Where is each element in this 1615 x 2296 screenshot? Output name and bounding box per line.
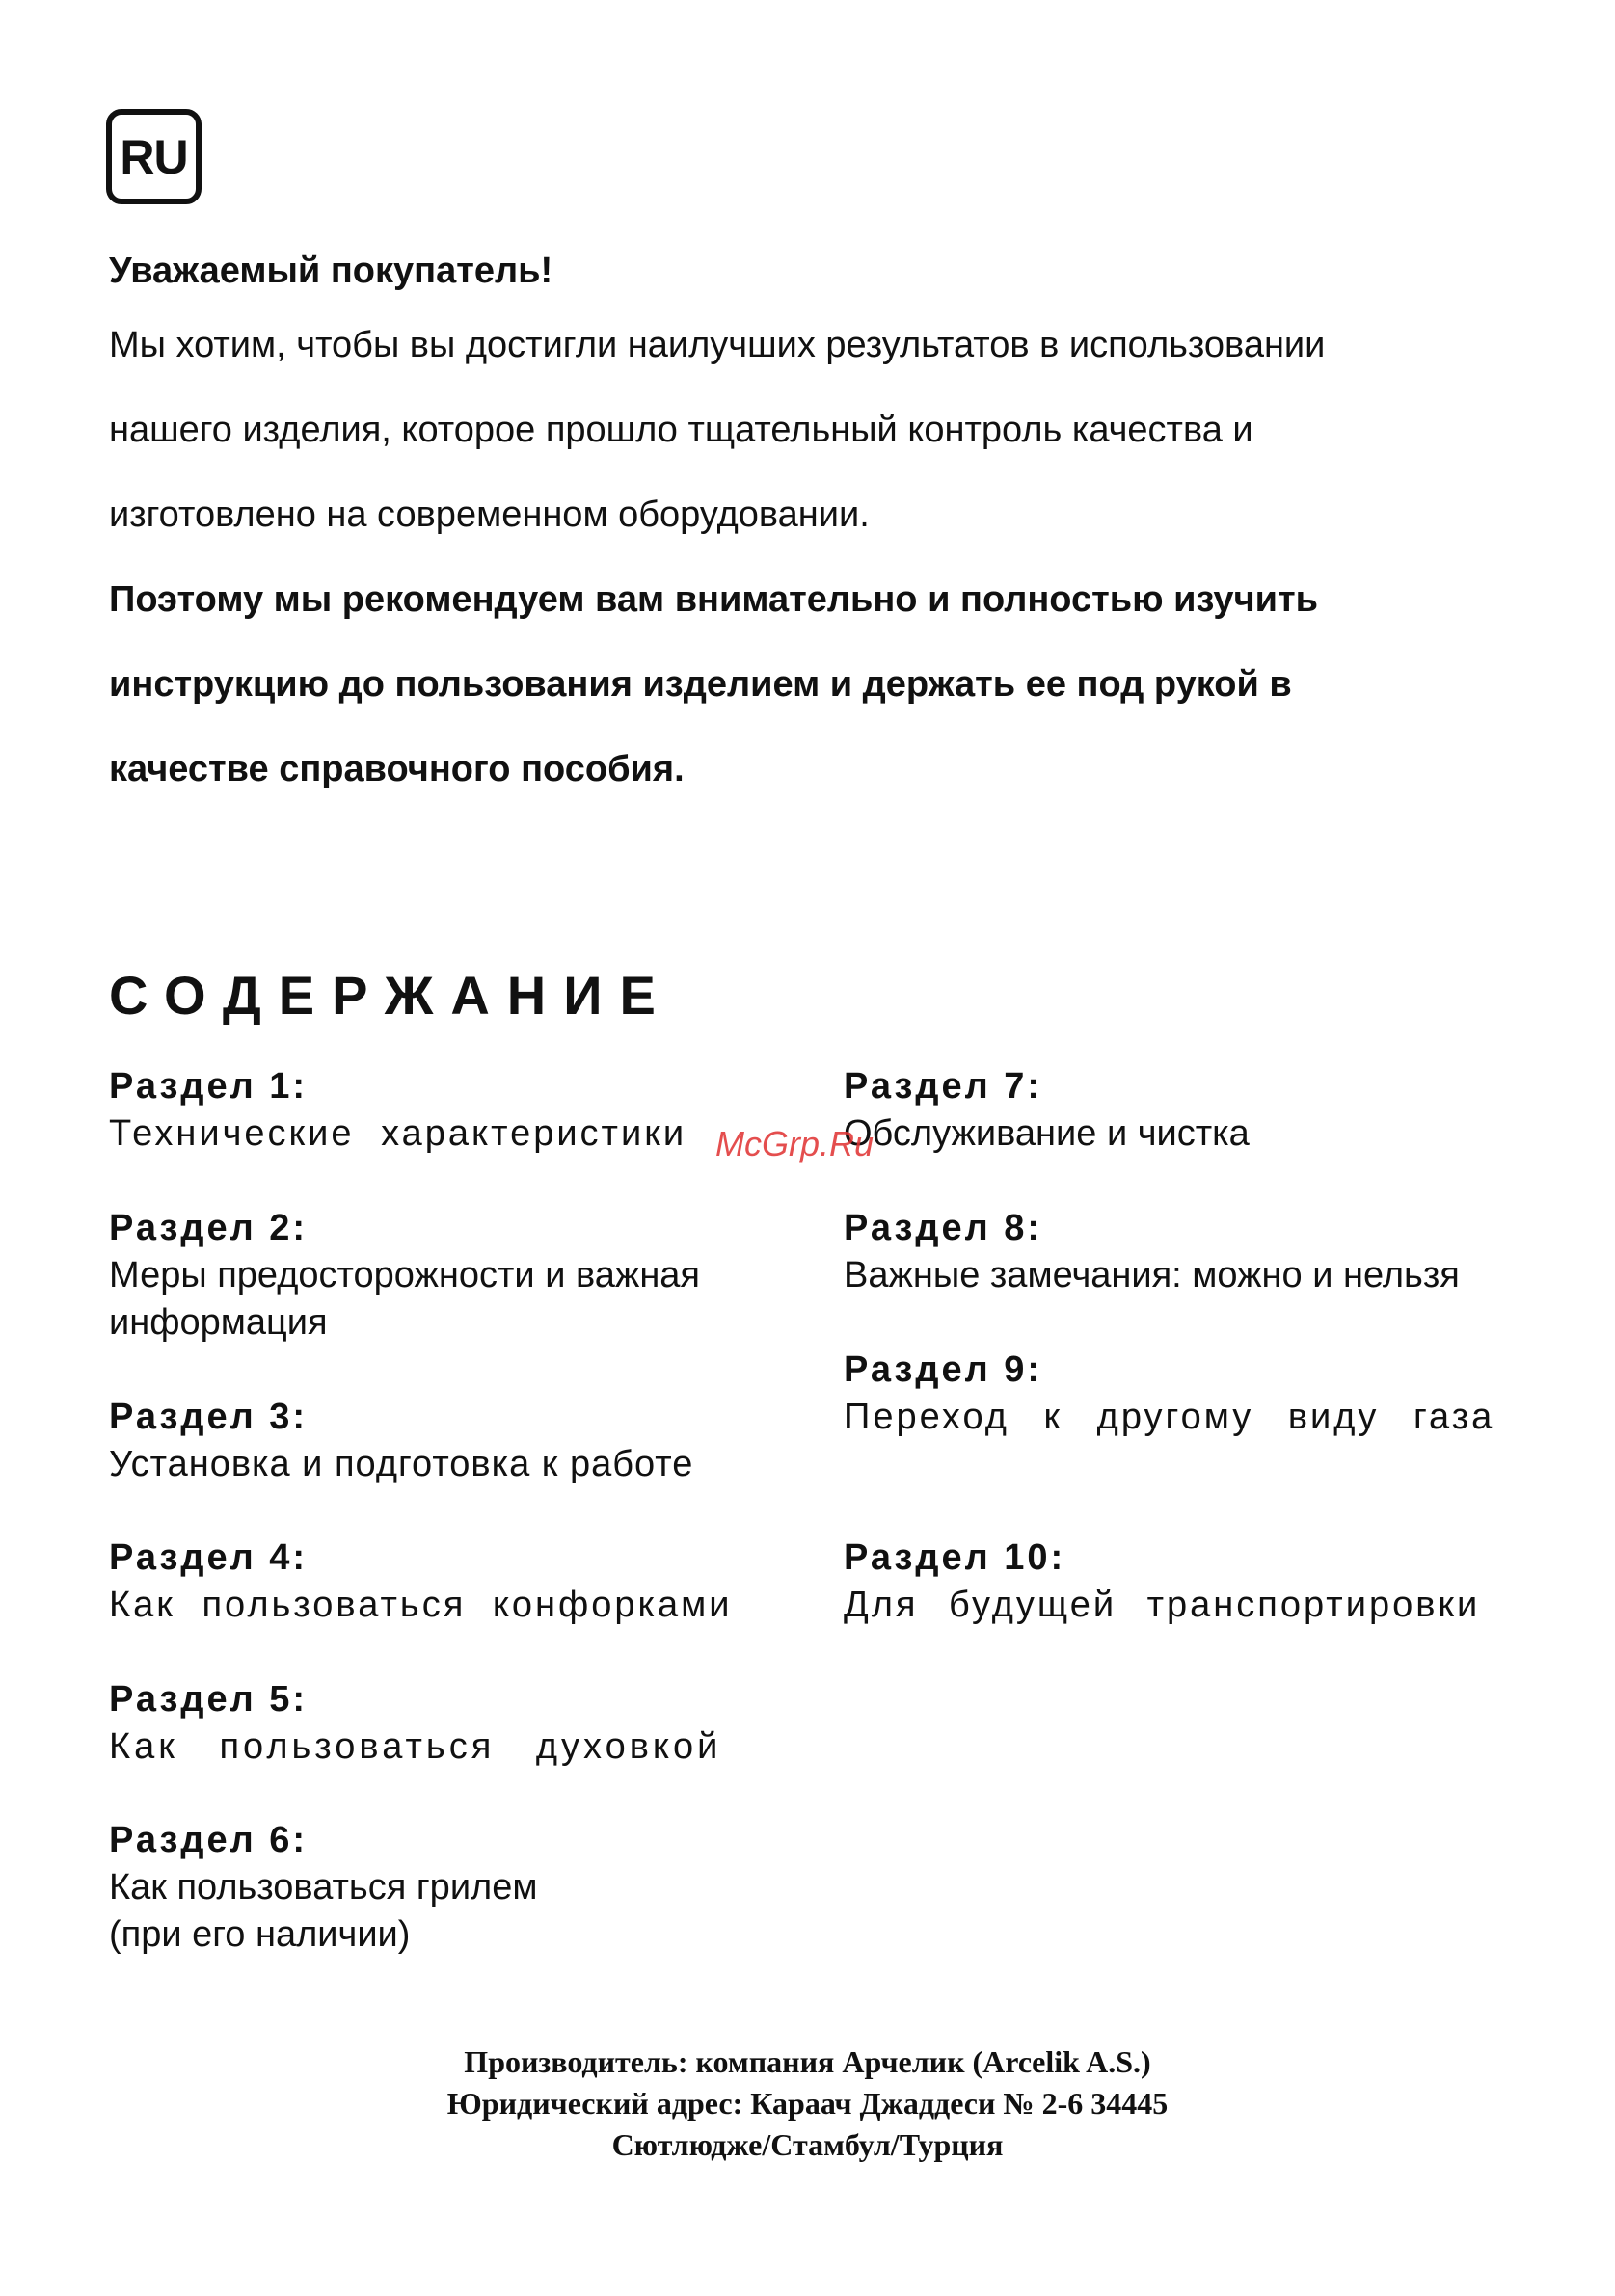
footer-line: Производитель: компания Арчелик (Arcelik A.S.) — [464, 2044, 1151, 2079]
toc-section-heading: Раздел 6: — [109, 1820, 309, 1860]
toc-section-4[interactable] — [109, 1534, 774, 1629]
toc-section-heading: Раздел 1: — [109, 1066, 309, 1107]
toc-section-title: Переход к другому виду газа — [844, 1397, 1495, 1437]
toc-section-title: Как пользоваться конфорками — [109, 1585, 733, 1625]
toc-section-title: Технические характеристики — [109, 1113, 687, 1154]
toc-section-9[interactable] — [844, 1346, 1509, 1441]
toc-section-title: Установка и подготовка к работе — [109, 1444, 694, 1484]
recommendation-line: качестве справочного пособия. — [109, 749, 685, 789]
toc-section-title: Как пользоваться духовкой — [109, 1726, 722, 1767]
watermark: McGrp.Ru — [715, 1124, 875, 1163]
toc-section-1[interactable] — [109, 1062, 774, 1158]
toc-title: СОДЕРЖАНИЕ — [109, 965, 673, 1026]
toc-section-title: информация — [109, 1302, 328, 1343]
toc-section-title: Для будущей транспортировки — [844, 1585, 1481, 1625]
toc-section-heading: Раздел 4: — [109, 1537, 309, 1578]
toc-section-heading: Раздел 10: — [844, 1537, 1066, 1578]
toc-section-heading: Раздел 8: — [844, 1208, 1043, 1248]
footer-line: Юридический адрес: Караач Джаддеси № 2-6 34445 — [446, 2086, 1169, 2121]
toc-section-title: Как пользоваться грилем — [109, 1867, 538, 1908]
toc-section-heading: Раздел 5: — [109, 1679, 309, 1720]
intro-line: Мы хотим, чтобы вы достигли наилучших результатов в использовании — [109, 325, 1326, 365]
recommendation-line: Поэтому мы рекомендуем вам внимательно и полностью изучить — [109, 579, 1318, 620]
toc-section-title: Обслуживание и чистка — [844, 1113, 1250, 1154]
toc-section-6[interactable] — [109, 1816, 774, 1959]
intro-line: нашего изделия, которое прошло тщательный контроль качества и — [109, 410, 1253, 450]
toc-section-3[interactable] — [109, 1393, 774, 1488]
footer-line: Сютлюдже/Стамбул/Турция — [611, 2127, 1004, 2162]
toc-section-7[interactable] — [844, 1062, 1509, 1158]
intro-block — [109, 239, 1517, 812]
toc-section-2[interactable] — [109, 1204, 774, 1347]
intro-line: изготовлено на современном оборудовании. — [109, 494, 870, 535]
toc-section-heading: Раздел 7: — [844, 1066, 1043, 1107]
language-badge: RU — [106, 109, 202, 204]
toc-section-heading: Раздел 3: — [109, 1397, 309, 1437]
toc-section-10[interactable] — [844, 1534, 1509, 1629]
recommendation-line: инструкцию до пользования изделием и держать ее под рукой в — [109, 664, 1292, 705]
manufacturer-footer — [0, 2042, 1615, 2166]
toc-section-heading: Раздел 2: — [109, 1208, 309, 1248]
toc-section-5[interactable] — [109, 1675, 774, 1771]
toc-section-8[interactable] — [844, 1204, 1509, 1299]
toc-section-heading: Раздел 9: — [844, 1349, 1043, 1390]
toc-section-title: (при его наличии) — [109, 1914, 411, 1955]
toc-section-title: Важные замечания: можно и нельзя — [844, 1255, 1460, 1295]
greeting: Уважаемый покупатель! — [109, 251, 553, 291]
toc-section-title: Меры предосторожности и важная — [109, 1255, 701, 1295]
